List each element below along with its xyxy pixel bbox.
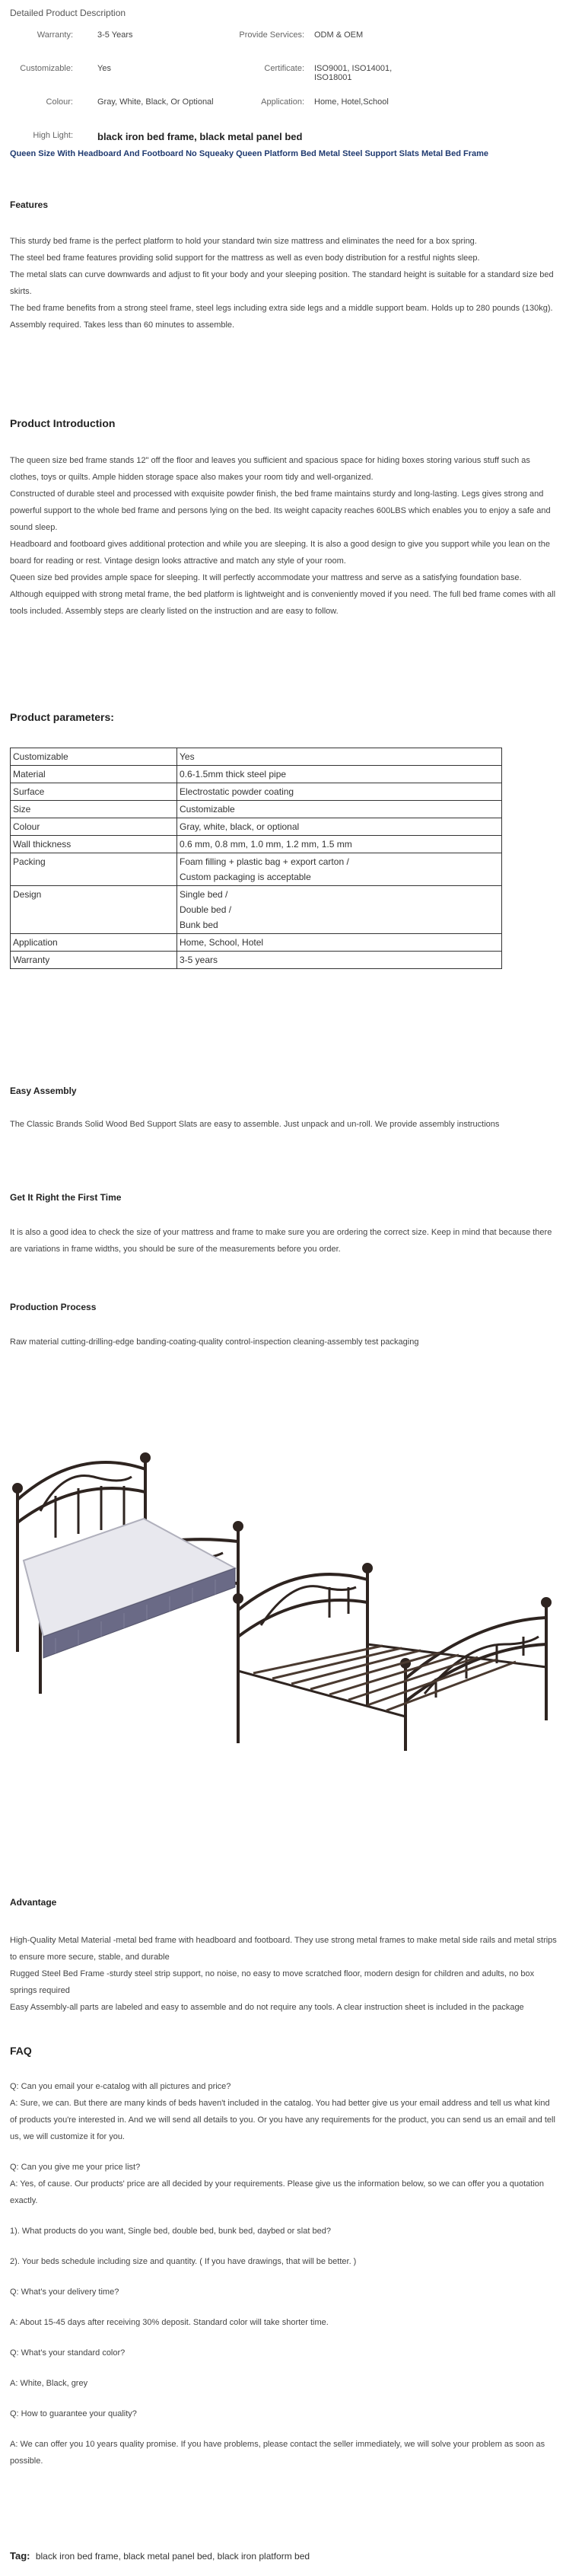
right-heading: Get It Right the First Time: [10, 1192, 122, 1203]
paragraph: The queen size bed frame stands 12" off the floor and leaves you sufficient and spacious space for hiding boxes storing various stuff such as clothes, toys or quilts. Ample hidden storage space also makes your room tidy and well-organized.: [10, 456, 530, 482]
paragraph: The steel bed frame features providing solid support for the mattress as well as even body distribution for a restful nights sleep.: [10, 253, 480, 263]
advantage-heading: Advantage: [10, 1897, 57, 1908]
spec-value-highlight: black iron bed frame, black metal panel bed: [97, 131, 303, 142]
params-section: [10, 711, 558, 723]
advantage-section: [10, 1897, 558, 1908]
faq-question: Q: What's your standard color?: [10, 2348, 126, 2358]
paragraph: Easy Assembly-all parts are labeled and easy to assemble and do not require any tools. A clear instruction sheet is included in the package: [10, 2003, 524, 2012]
spec-row: [0, 97, 426, 119]
spec-value: 3-5 Years: [97, 30, 133, 40]
faq-question: Q: How to guarantee your quality?: [10, 2409, 137, 2418]
paragraph: Raw material cutting-drilling-edge banding-coating-quality control-inspection cleaning-assembly test packaging: [10, 1337, 419, 1347]
params-row: [11, 748, 502, 766]
params-table: [10, 748, 502, 969]
params-row: [11, 934, 502, 952]
spec-row: [0, 30, 426, 52]
right-body: [10, 1224, 558, 1258]
params-row: [11, 836, 502, 853]
easy-section: [10, 1086, 558, 1096]
param-key: Material: [11, 766, 177, 783]
faq-section: [10, 2045, 558, 2057]
params-row: [11, 886, 502, 934]
spec-label: High Light:: [33, 131, 73, 140]
faq-answer: A: White, Black, grey: [10, 2379, 88, 2388]
faq-answer: A: Yes, of cause. Our products' price are all decided by your requirements. Please give us the information below, so we can offer you a quotation exactly.: [10, 2179, 545, 2205]
param-value: Yes: [177, 748, 502, 766]
features-section: [10, 199, 558, 210]
param-key: Wall thickness: [11, 836, 177, 853]
easy-body: [10, 1116, 558, 1133]
tag-link[interactable]: black metal panel bed: [123, 2551, 212, 2562]
spec-label: Certificate:: [264, 64, 304, 73]
paragraph: The bed frame benefits from a strong steel frame, steel legs including extra side legs and a middle support beam. Holds up to 280 pounds (130kg).: [10, 304, 553, 313]
tag-link[interactable]: black iron bed frame: [35, 2551, 119, 2562]
paragraph: Rugged Steel Bed Frame -sturdy steel strip support, no noise, no easy to move scratched floor, modern design for children and adults, no box springs required: [10, 1969, 535, 1995]
params-row: [11, 952, 502, 969]
param-value: 0.6 mm, 0.8 mm, 1.0 mm, 1.2 mm, 1.5 mm: [177, 836, 502, 853]
product-image: [10, 1416, 558, 1751]
param-key: Customizable: [11, 748, 177, 766]
paragraph: This sturdy bed frame is the perfect platform to hold your standard twin size mattress and eliminates the need for a box spring.: [10, 237, 477, 246]
param-key: Packing: [11, 853, 177, 886]
spec-value: Gray, White, Black, Or Optional: [97, 97, 214, 107]
intro-heading: Product Introduction: [10, 417, 116, 429]
tag-separator: ,: [118, 2551, 124, 2562]
detail-title: Detailed Product Description: [10, 8, 126, 18]
intro-section: [10, 417, 558, 429]
param-value: Customizable: [177, 801, 502, 818]
paragraph: The Classic Brands Solid Wood Bed Support Slats are easy to assemble. Just unpack and un-roll. We provide assembly instructions: [10, 1120, 500, 1129]
spec-label: Colour:: [46, 97, 73, 107]
features-heading: Features: [10, 199, 49, 210]
faq-question: Q: Can you give me your price list?: [10, 2163, 141, 2172]
paragraph: The metal slats can curve downwards and adjust to fit your body and your sleeping position. The standard height is suitable for a standard size bed skirts.: [10, 270, 554, 296]
easy-heading: Easy Assembly: [10, 1086, 77, 1096]
tag-separator: ,: [211, 2551, 218, 2562]
param-value: Gray, white, black, or optional: [177, 818, 502, 836]
right-section: [10, 1192, 558, 1203]
params-row: [11, 801, 502, 818]
process-heading: Production Process: [10, 1302, 97, 1312]
spec-label: Warranty:: [37, 30, 73, 40]
param-value: Foam filling + plastic bag + export carton / Custom packaging is acceptable: [177, 853, 502, 886]
param-key: Application: [11, 934, 177, 952]
param-value: Single bed / Double bed / Bunk bed: [177, 886, 502, 934]
params-heading: Product parameters:: [10, 711, 114, 723]
features-body: [10, 233, 558, 333]
faq-body: [10, 2078, 558, 2469]
param-key: Size: [11, 801, 177, 818]
spec-value: Yes: [97, 64, 111, 73]
tags-bar: [10, 2550, 558, 2562]
spec-value: ODM & OEM: [314, 30, 364, 40]
params-row: [11, 783, 502, 801]
faq-answer: A: We can offer you 10 years quality promise. If you have problems, please contact the seller immediately, we will solve your problem as soon as possible.: [10, 2440, 545, 2466]
spec-label: Application:: [261, 97, 304, 107]
faq-question: Q: What's your delivery time?: [10, 2287, 119, 2297]
faq-answer: 1). What products do you want, Single bed, double bed, bunk bed, daybed or slat bed?: [10, 2227, 331, 2236]
spec-label: Provide Services:: [239, 30, 304, 40]
tag-label: Tag:: [10, 2550, 30, 2562]
params-table-wrap: [10, 748, 558, 969]
params-row: [11, 818, 502, 836]
paragraph: Headboard and footboard gives additional protection and while you are sleeping. It is also a good design to give you support while you lean on the board for reading or rest. Vintage design looks attractive and match any style of your room.: [10, 540, 550, 566]
process-body: [10, 1334, 558, 1350]
product-title: Queen Size With Headboard And Footboard No Squeaky Queen Platform Bed Metal Steel Support Slats Metal Bed Frame: [10, 149, 489, 158]
faq-answer: A: About 15-45 days after receiving 30% deposit. Standard color will take shorter time.: [10, 2318, 329, 2327]
faq-answer: A: Sure, we can. But there are many kinds of beds haven't included in the catalog. You had better give us your email address and tell us what kind of products you're interested in. And we will send all details to you. Or you have any requirements for the product, you can send us an email and tell us, we will customize it for you.: [10, 2099, 555, 2141]
params-row: [11, 853, 502, 886]
tag-link[interactable]: black iron platform bed: [217, 2551, 310, 2562]
paragraph: Queen size bed provides ample space for sleeping. It will perfectly accommodate your mattress and serve as a satisfying foundation base.: [10, 573, 522, 582]
param-value: Electrostatic powder coating: [177, 783, 502, 801]
param-value: Home, School, Hotel: [177, 934, 502, 952]
param-value: 3-5 years: [177, 952, 502, 969]
paragraph: Although equipped with strong metal frame, the bed platform is lightweight and is conveniently moved if you need. The full bed frame comes with all tools included. Assembly steps are clearly listed on the instruction and are easy to follow.: [10, 590, 556, 616]
param-value: 0.6-1.5mm thick steel pipe: [177, 766, 502, 783]
spec-grid: [0, 27, 426, 142]
spec-value: ISO9001, ISO14001, ISO18001: [314, 64, 393, 82]
bed-frames-illustration: [10, 1416, 558, 1751]
spec-value: Home, Hotel,School: [314, 97, 389, 107]
param-key: Design: [11, 886, 177, 934]
faq-heading: FAQ: [10, 2045, 32, 2057]
paragraph: Assembly required. Takes less than 60 minutes to assemble.: [10, 320, 235, 330]
faq-question: Q: Can you email your e-catalog with all pictures and price?: [10, 2082, 231, 2091]
faq-answer: 2). Your beds schedule including size and quantity. ( If you have drawings, that will be better. ): [10, 2257, 357, 2266]
paragraph: It is also a good idea to check the size of your mattress and frame to make sure you are ordering the correct size. Keep in mind that because there are variations in frame widths, you should be sure of the measurements before you order.: [10, 1228, 552, 1254]
spec-row: [0, 64, 426, 85]
paragraph: High-Quality Metal Material -metal bed frame with headboard and footboard. They use strong metal frames to make metal side rails and metal strips to ensure more secure, stable, and durable: [10, 1936, 557, 1962]
spec-label: Customizable:: [20, 64, 73, 73]
intro-body: [10, 452, 558, 620]
param-key: Surface: [11, 783, 177, 801]
bed-slats: [253, 1646, 516, 1710]
advantage-body: [10, 1932, 558, 2016]
process-section: [10, 1302, 558, 1312]
param-key: Colour: [11, 818, 177, 836]
param-key: Warranty: [11, 952, 177, 969]
paragraph: Constructed of durable steel and processed with exquisite powder finish, the bed frame maintains sturdy and long-lasting. Legs gives strong and powerful support to the whole bed frame and persons lying on the bed. Its weight capacity reaches 600LBS which enables you to enjoy a safe and sound sleep.: [10, 489, 551, 532]
params-row: [11, 766, 502, 783]
